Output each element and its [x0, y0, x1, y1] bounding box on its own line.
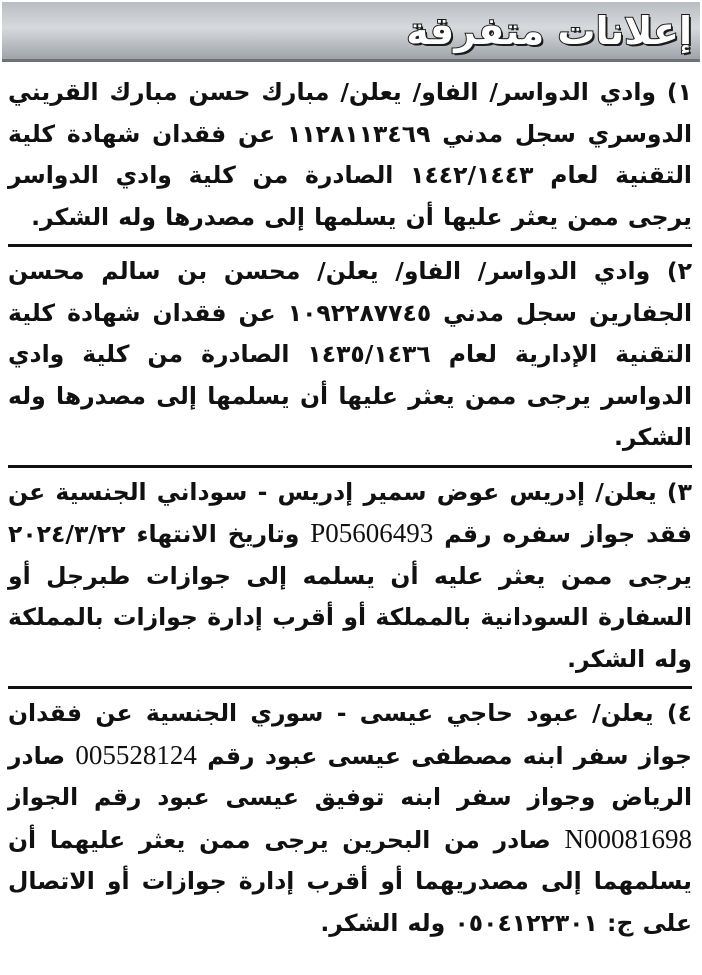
ad-body: وادي الدواسر/ الفاو/ يعلن/ مبارك حسن مبارك القريني الدوسري سجل مدني ١١٢٨١١٣٤٦٩ عن فقدان شهادة كلية التقنية لعام ١٤٤٢/١٤٤٣ الصادرة من كلية وادي الدواسر يرجى ممن يعثر عليها أن يسلمها إلى مصدرها وله الشكر. — [8, 78, 692, 231]
ad-body-end: وتاريخ الانتهاء ٢٠٢٤/٣/٢٢ يرجى ممن يعثر عليه أن يسلمه إلى جوازات طبرجل أو السفارة السودانية بالمملكة أو أقرب إدارة جوازات بالمملكة وله الشكر. — [8, 520, 692, 673]
ad-body-middle: صادر الرياض وجواز سفر ابنه توفيق عيسى عبود رقم الجواز — [8, 741, 692, 811]
ad-body-end: صادر من البحرين يرجى ممن يعثر عليهما أن يسلمهما إلى مصدريهما أو أقرب إدارة جوازات أو الاتصال على ج: ٠٥٠٤١٢٢٣٠١ وله الشكر. — [8, 825, 692, 937]
ad-item-4 — [8, 689, 692, 950]
ad-body: وادي الدواسر/ الفاو/ يعلن/ محسن بن سالم محسن الجفارين سجل مدني ١٠٩٢٢٨٧٧٤٥ عن فقدان شهادة كلية التقنية الإدارية لعام ١٤٣٥/١٤٣٦ الصادرة من كلية وادي الدواسر يرجى ممن يعثر عليها أن يسلمها إلى مصدرها وله الشكر. — [8, 257, 693, 451]
ad-item-3 — [8, 468, 692, 690]
ad-number: ٢) — [666, 257, 692, 285]
ad-text — [8, 72, 692, 238]
ad-number: ١) — [666, 78, 692, 106]
passport-number-2: N00081698 — [564, 823, 692, 854]
ad-body-start: يعلن/ عبود حاجي عيسى - سوري الجنسية عن فقدان جواز سفر ابنه مصطفى عيسى عبود رقم — [8, 699, 692, 770]
ad-number: ٣) — [666, 477, 692, 506]
passport-number-1: 005528124 — [75, 739, 197, 770]
ad-body-start: يعلن/ إدريس عوض سمير إدريس - سوداني الجنسية عن فقد جواز سفره رقم — [8, 477, 692, 548]
ad-number: ٤) — [666, 699, 692, 727]
ad-item-2 — [8, 247, 692, 468]
ad-item-1 — [8, 68, 692, 247]
section-header — [2, 2, 700, 62]
passport-number: P05606493 — [310, 518, 434, 548]
ad-text — [8, 472, 692, 681]
section-title: إعلانات متفرقة — [406, 9, 692, 53]
ad-text — [8, 251, 692, 459]
ad-text — [8, 693, 692, 944]
ads-list — [8, 68, 692, 950]
